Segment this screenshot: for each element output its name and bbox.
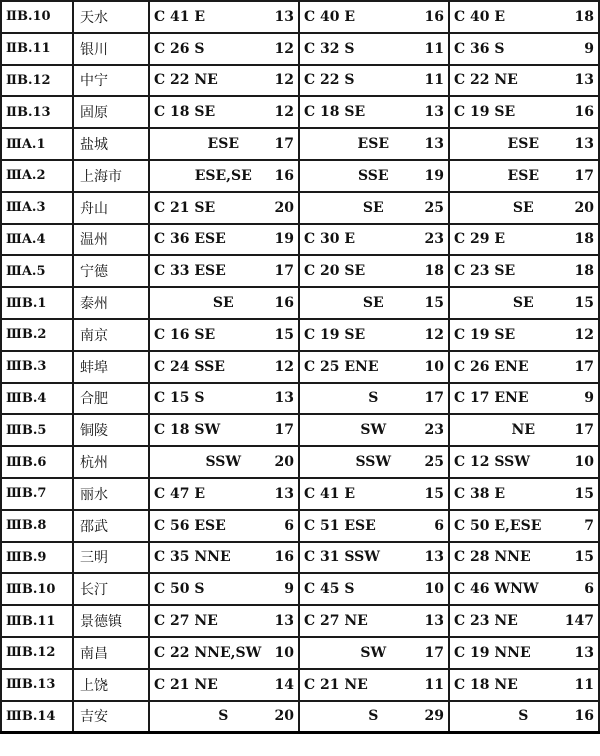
table-row bbox=[1, 192, 599, 224]
wind-direction: C 26 S bbox=[154, 40, 205, 57]
wind-direction: ESE bbox=[507, 136, 539, 153]
wind-cell bbox=[149, 1, 299, 33]
station-name: 丽水 bbox=[73, 478, 149, 510]
wind-direction: C 22 NE bbox=[454, 72, 518, 89]
wind-direction: C 51 ESE bbox=[304, 517, 376, 534]
wind-cell bbox=[449, 319, 599, 351]
station-code: ⅢB.11 bbox=[1, 605, 73, 637]
wind-cell bbox=[299, 446, 449, 478]
station-name: 邵武 bbox=[73, 510, 149, 542]
table-row bbox=[1, 701, 599, 733]
station-name: 景德镇 bbox=[73, 605, 149, 637]
wind-direction: SE bbox=[512, 295, 534, 312]
wind-cell bbox=[449, 701, 599, 733]
wind-direction: C 50 E,ESE bbox=[454, 517, 542, 534]
table-row bbox=[1, 224, 599, 256]
wind-direction: C 22 S bbox=[304, 72, 355, 89]
wind-cell bbox=[449, 637, 599, 669]
wind-value: 19 bbox=[274, 231, 294, 248]
wind-value: 18 bbox=[574, 263, 594, 280]
wind-cell bbox=[299, 192, 449, 224]
station-code: ⅢB.14 bbox=[1, 701, 73, 733]
wind-value: 13 bbox=[574, 644, 594, 661]
wind-direction: C 46 WNW bbox=[454, 581, 539, 598]
wind-value: 15 bbox=[424, 485, 444, 502]
station-name: 宁德 bbox=[73, 255, 149, 287]
wind-value: 15 bbox=[574, 549, 594, 566]
wind-cell bbox=[149, 573, 299, 605]
table-row bbox=[1, 637, 599, 669]
wind-cell bbox=[149, 128, 299, 160]
wind-cell bbox=[149, 414, 299, 446]
table-row bbox=[1, 414, 599, 446]
station-name: 温州 bbox=[73, 224, 149, 256]
wind-direction: C 28 NNE bbox=[454, 549, 531, 566]
station-name: 银川 bbox=[73, 33, 149, 65]
wind-value: 9 bbox=[284, 581, 294, 598]
wind-value: 11 bbox=[424, 72, 444, 89]
wind-direction: SSE bbox=[357, 167, 389, 184]
wind-cell bbox=[299, 351, 449, 383]
wind-direction: C 21 NE bbox=[154, 676, 218, 693]
wind-direction: C 38 E bbox=[454, 485, 506, 502]
wind-direction: C 19 SE bbox=[454, 326, 516, 343]
wind-value: 17 bbox=[424, 644, 444, 661]
station-name: 固原 bbox=[73, 96, 149, 128]
wind-direction: NE bbox=[511, 422, 535, 439]
wind-cell bbox=[299, 65, 449, 97]
table-row bbox=[1, 383, 599, 415]
table-row bbox=[1, 478, 599, 510]
wind-cell bbox=[449, 255, 599, 287]
wind-cell bbox=[449, 542, 599, 574]
table-row bbox=[1, 446, 599, 478]
wind-value: 12 bbox=[274, 72, 294, 89]
station-name: 中宁 bbox=[73, 65, 149, 97]
wind-direction: C 25 ENE bbox=[304, 358, 379, 375]
table-row bbox=[1, 605, 599, 637]
wind-cell bbox=[449, 414, 599, 446]
wind-direction: C 24 SSE bbox=[154, 358, 225, 375]
wind-cell bbox=[449, 287, 599, 319]
station-code: ⅢB.3 bbox=[1, 351, 73, 383]
wind-direction: SE bbox=[212, 295, 234, 312]
wind-direction: C 47 E bbox=[154, 485, 206, 502]
wind-direction: C 35 NNE bbox=[154, 549, 231, 566]
wind-value: 11 bbox=[574, 676, 594, 693]
wind-cell bbox=[299, 542, 449, 574]
wind-cell bbox=[149, 669, 299, 701]
wind-direction: C 20 SE bbox=[304, 263, 366, 280]
wind-cell bbox=[449, 446, 599, 478]
station-code: ⅢB.4 bbox=[1, 383, 73, 415]
station-code: ⅢA.2 bbox=[1, 160, 73, 192]
wind-cell bbox=[299, 224, 449, 256]
wind-value: 29 bbox=[424, 708, 444, 725]
table-row bbox=[1, 65, 599, 97]
wind-cell bbox=[299, 287, 449, 319]
wind-cell bbox=[299, 128, 449, 160]
wind-value: 16 bbox=[574, 708, 594, 725]
wind-value: 13 bbox=[424, 613, 444, 630]
wind-direction: SW bbox=[360, 422, 387, 439]
wind-direction: SE bbox=[362, 199, 384, 216]
wind-cell bbox=[299, 255, 449, 287]
wind-value: 16 bbox=[274, 549, 294, 566]
wind-direction: C 15 S bbox=[154, 390, 205, 407]
wind-direction: C 41 E bbox=[304, 485, 356, 502]
wind-direction: SSW bbox=[355, 454, 392, 471]
wind-cell bbox=[299, 478, 449, 510]
wind-direction: S bbox=[368, 390, 379, 407]
wind-value: 15 bbox=[274, 326, 294, 343]
wind-value: 20 bbox=[274, 454, 294, 471]
wind-value: 12 bbox=[424, 326, 444, 343]
wind-direction: SSW bbox=[205, 454, 242, 471]
wind-value: 6 bbox=[434, 517, 444, 534]
wind-value: 18 bbox=[424, 263, 444, 280]
station-name: 舟山 bbox=[73, 192, 149, 224]
station-name: 南昌 bbox=[73, 637, 149, 669]
table-body bbox=[1, 1, 599, 732]
wind-direction: C 21 NE bbox=[304, 676, 368, 693]
wind-direction: C 29 E bbox=[454, 231, 506, 248]
wind-value: 17 bbox=[574, 167, 594, 184]
wind-value: 15 bbox=[424, 295, 444, 312]
station-code: ⅢB.5 bbox=[1, 414, 73, 446]
wind-value: 10 bbox=[424, 581, 444, 598]
wind-direction: C 22 NE bbox=[154, 72, 218, 89]
wind-direction: C 36 ESE bbox=[154, 231, 226, 248]
wind-direction: SW bbox=[360, 644, 387, 661]
station-code: ⅢB.8 bbox=[1, 510, 73, 542]
wind-cell bbox=[149, 287, 299, 319]
table-row bbox=[1, 255, 599, 287]
station-name: 上饶 bbox=[73, 669, 149, 701]
wind-direction: C 18 SE bbox=[154, 104, 216, 121]
table-row bbox=[1, 510, 599, 542]
station-code: ⅢA.5 bbox=[1, 255, 73, 287]
wind-value: 23 bbox=[424, 231, 444, 248]
station-name: 合肥 bbox=[73, 383, 149, 415]
wind-value: 13 bbox=[424, 136, 444, 153]
wind-direction: C 22 NNE,SW bbox=[154, 644, 262, 661]
wind-direction: C 23 NE bbox=[454, 613, 518, 630]
wind-cell bbox=[449, 573, 599, 605]
station-name: 吉安 bbox=[73, 701, 149, 733]
wind-value: 16 bbox=[274, 295, 294, 312]
wind-direction: S bbox=[218, 708, 229, 725]
wind-cell bbox=[149, 478, 299, 510]
wind-value: 12 bbox=[274, 40, 294, 57]
wind-direction: C 27 NE bbox=[154, 613, 218, 630]
wind-value: 13 bbox=[574, 72, 594, 89]
wind-direction: C 16 SE bbox=[154, 326, 216, 343]
wind-direction: ESE bbox=[507, 167, 539, 184]
station-code: ⅢB.9 bbox=[1, 542, 73, 574]
table-row bbox=[1, 96, 599, 128]
wind-cell bbox=[149, 192, 299, 224]
table-row bbox=[1, 160, 599, 192]
wind-cell bbox=[149, 255, 299, 287]
wind-cell bbox=[449, 478, 599, 510]
wind-cell bbox=[149, 637, 299, 669]
wind-cell bbox=[299, 33, 449, 65]
station-code: ⅢB.1 bbox=[1, 287, 73, 319]
wind-direction: C 50 S bbox=[154, 581, 205, 598]
wind-cell bbox=[149, 383, 299, 415]
wind-value: 9 bbox=[584, 390, 594, 407]
wind-cell bbox=[149, 605, 299, 637]
table-row bbox=[1, 287, 599, 319]
wind-cell bbox=[299, 669, 449, 701]
wind-cell bbox=[299, 510, 449, 542]
wind-value: 10 bbox=[424, 358, 444, 375]
wind-direction: C 56 ESE bbox=[154, 517, 226, 534]
wind-cell bbox=[149, 351, 299, 383]
wind-value: 18 bbox=[574, 231, 594, 248]
wind-value: 17 bbox=[274, 263, 294, 280]
station-name: 盐城 bbox=[73, 128, 149, 160]
table-row bbox=[1, 573, 599, 605]
wind-cell bbox=[149, 224, 299, 256]
wind-cell bbox=[149, 33, 299, 65]
station-name: 上海市 bbox=[73, 160, 149, 192]
wind-direction: SE bbox=[512, 199, 534, 216]
wind-cell bbox=[149, 160, 299, 192]
wind-value: 6 bbox=[584, 581, 594, 598]
wind-value: 11 bbox=[424, 40, 444, 57]
wind-direction: C 27 NE bbox=[304, 613, 368, 630]
wind-cell bbox=[449, 351, 599, 383]
station-code: ⅢB.13 bbox=[1, 669, 73, 701]
wind-cell bbox=[149, 96, 299, 128]
wind-direction: ESE bbox=[357, 136, 389, 153]
wind-direction: C 21 SE bbox=[154, 199, 216, 216]
wind-value: 17 bbox=[574, 422, 594, 439]
wind-direction: C 18 SE bbox=[304, 104, 366, 121]
table-row bbox=[1, 669, 599, 701]
wind-value: 18 bbox=[574, 8, 594, 25]
wind-cell bbox=[299, 96, 449, 128]
wind-value: 14 bbox=[274, 676, 294, 693]
wind-direction: C 23 SE bbox=[454, 263, 516, 280]
wind-value: 16 bbox=[574, 104, 594, 121]
wind-direction: C 45 S bbox=[304, 581, 355, 598]
wind-cell bbox=[299, 319, 449, 351]
wind-direction: C 26 ENE bbox=[454, 358, 529, 375]
wind-value: 17 bbox=[274, 136, 294, 153]
wind-value: 7 bbox=[584, 517, 594, 534]
wind-cell bbox=[299, 605, 449, 637]
wind-value: 25 bbox=[424, 454, 444, 471]
wind-value: 13 bbox=[424, 104, 444, 121]
wind-value: 6 bbox=[284, 517, 294, 534]
station-name: 南京 bbox=[73, 319, 149, 351]
wind-value: 10 bbox=[274, 644, 294, 661]
wind-cell bbox=[449, 383, 599, 415]
wind-direction: C 32 S bbox=[304, 40, 355, 57]
wind-cell bbox=[149, 510, 299, 542]
station-code: ⅢB.12 bbox=[1, 637, 73, 669]
wind-cell bbox=[149, 701, 299, 733]
station-code: ⅡB.11 bbox=[1, 33, 73, 65]
wind-value: 13 bbox=[424, 549, 444, 566]
wind-value: 17 bbox=[274, 422, 294, 439]
station-code: ⅢB.10 bbox=[1, 573, 73, 605]
wind-value: 20 bbox=[574, 199, 594, 216]
station-name: 杭州 bbox=[73, 446, 149, 478]
wind-direction: C 17 ENE bbox=[454, 390, 529, 407]
wind-value: 19 bbox=[424, 167, 444, 184]
wind-direction: S bbox=[368, 708, 379, 725]
table-row bbox=[1, 128, 599, 160]
table-row bbox=[1, 1, 599, 33]
wind-direction: S bbox=[518, 708, 529, 725]
wind-cell bbox=[449, 669, 599, 701]
station-code: ⅢB.2 bbox=[1, 319, 73, 351]
wind-cell bbox=[449, 510, 599, 542]
table-row bbox=[1, 542, 599, 574]
wind-direction: C 12 SSW bbox=[454, 454, 531, 471]
wind-direction: C 18 SW bbox=[154, 422, 221, 439]
wind-cell bbox=[299, 637, 449, 669]
wind-cell bbox=[449, 192, 599, 224]
wind-direction: C 33 ESE bbox=[154, 263, 226, 280]
station-code: ⅡB.13 bbox=[1, 96, 73, 128]
wind-cell bbox=[149, 319, 299, 351]
wind-value: 13 bbox=[274, 390, 294, 407]
wind-value: 15 bbox=[574, 295, 594, 312]
station-code: ⅢB.6 bbox=[1, 446, 73, 478]
station-code: ⅢA.1 bbox=[1, 128, 73, 160]
wind-cell bbox=[449, 96, 599, 128]
wind-cell bbox=[449, 1, 599, 33]
wind-direction: C 36 S bbox=[454, 40, 505, 57]
wind-cell bbox=[149, 446, 299, 478]
wind-value: 13 bbox=[574, 136, 594, 153]
wind-value: 12 bbox=[574, 326, 594, 343]
wind-direction: SE bbox=[362, 295, 384, 312]
wind-value: 12 bbox=[274, 104, 294, 121]
wind-direction: C 19 SE bbox=[304, 326, 366, 343]
station-code: ⅢA.3 bbox=[1, 192, 73, 224]
wind-value: 13 bbox=[274, 613, 294, 630]
wind-value: 16 bbox=[424, 8, 444, 25]
station-name: 铜陵 bbox=[73, 414, 149, 446]
wind-value: 10 bbox=[574, 454, 594, 471]
wind-cell bbox=[449, 160, 599, 192]
wind-cell bbox=[449, 33, 599, 65]
wind-cell bbox=[299, 383, 449, 415]
table-row bbox=[1, 319, 599, 351]
wind-cell bbox=[149, 542, 299, 574]
wind-value: 17 bbox=[574, 358, 594, 375]
wind-value: 12 bbox=[274, 358, 294, 375]
wind-cell bbox=[149, 65, 299, 97]
wind-value: 13 bbox=[274, 485, 294, 502]
wind-value: 20 bbox=[274, 708, 294, 725]
wind-value: 23 bbox=[424, 422, 444, 439]
wind-direction: C 40 E bbox=[304, 8, 356, 25]
wind-cell bbox=[299, 1, 449, 33]
station-name: 三明 bbox=[73, 542, 149, 574]
wind-value: 15 bbox=[574, 485, 594, 502]
wind-value: 25 bbox=[424, 199, 444, 216]
table-row bbox=[1, 33, 599, 65]
station-code: ⅡB.12 bbox=[1, 65, 73, 97]
wind-value: 17 bbox=[424, 390, 444, 407]
wind-value: 9 bbox=[584, 40, 594, 57]
station-name: 天水 bbox=[73, 1, 149, 33]
wind-cell bbox=[299, 160, 449, 192]
wind-cell bbox=[299, 701, 449, 733]
station-code: ⅢA.4 bbox=[1, 224, 73, 256]
wind-cell bbox=[449, 605, 599, 637]
wind-cell bbox=[449, 224, 599, 256]
wind-cell bbox=[299, 414, 449, 446]
wind-direction: ESE,SE bbox=[194, 167, 252, 184]
wind-direction: C 19 SE bbox=[454, 104, 516, 121]
wind-direction: C 31 SSW bbox=[304, 549, 381, 566]
wind-value: 20 bbox=[274, 199, 294, 216]
wind-direction: C 41 E bbox=[154, 8, 206, 25]
wind-value: 11 bbox=[424, 676, 444, 693]
table-row bbox=[1, 351, 599, 383]
station-code: ⅢB.7 bbox=[1, 478, 73, 510]
wind-value: 16 bbox=[274, 167, 294, 184]
wind-direction: ESE bbox=[207, 136, 239, 153]
wind-cell bbox=[449, 128, 599, 160]
wind-cell bbox=[299, 573, 449, 605]
wind-direction: C 40 E bbox=[454, 8, 506, 25]
wind-value: 147 bbox=[564, 613, 594, 630]
station-name: 蚌埠 bbox=[73, 351, 149, 383]
wind-value: 13 bbox=[274, 8, 294, 25]
station-name: 泰州 bbox=[73, 287, 149, 319]
wind-direction: C 18 NE bbox=[454, 676, 518, 693]
wind-direction: C 30 E bbox=[304, 231, 356, 248]
wind-direction: C 19 NNE bbox=[454, 644, 531, 661]
wind-cell bbox=[449, 65, 599, 97]
station-code: ⅡB.10 bbox=[1, 1, 73, 33]
station-name: 长汀 bbox=[73, 573, 149, 605]
